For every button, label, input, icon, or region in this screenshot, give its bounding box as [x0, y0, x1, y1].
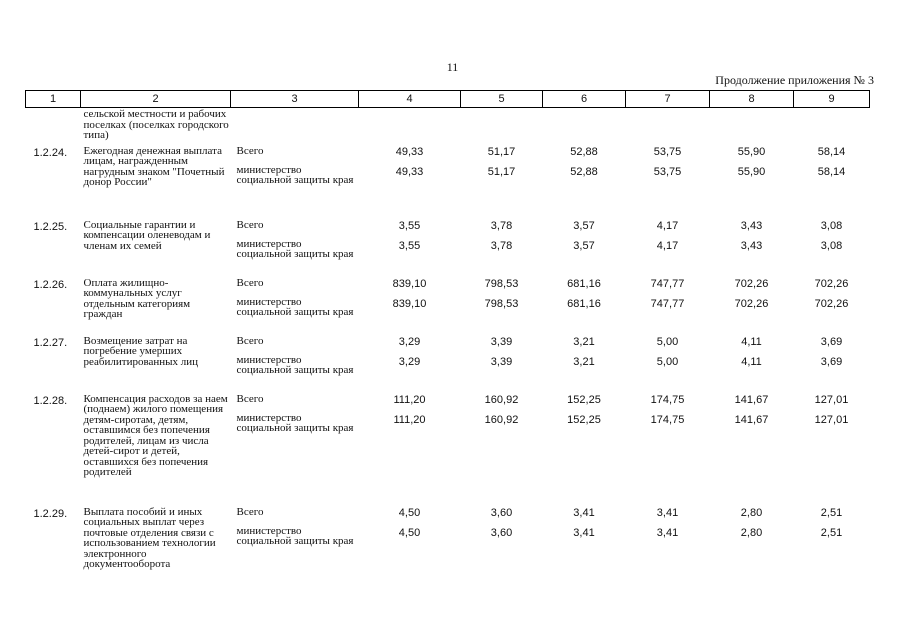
total-value: 702,26: [734, 277, 769, 290]
row-responsible: [231, 141, 359, 215]
total-value: 4,17: [656, 219, 679, 232]
total-value: 5,00: [656, 335, 679, 348]
row-code: 1.2.25.: [33, 220, 68, 233]
row-code: 1.2.26.: [33, 278, 68, 291]
value-cell: [710, 141, 794, 215]
value-cell: [461, 273, 543, 331]
organization-value: 3,55: [398, 239, 421, 252]
row-responsible: [231, 331, 359, 389]
organization-value: 2,51: [820, 526, 843, 539]
total-value: 3,08: [820, 219, 843, 232]
table-row: [26, 273, 870, 331]
total-value: 160,92: [484, 393, 519, 406]
row-code: 1.2.29.: [33, 507, 68, 520]
organization-value: 3,78: [490, 239, 513, 252]
total-value: 55,90: [737, 145, 766, 158]
total-value: 58,14: [817, 145, 846, 158]
column-header: 8: [710, 91, 794, 108]
row-code: 1.2.28.: [33, 394, 68, 407]
organization-value: 5,00: [656, 355, 679, 368]
organization-value: 3,57: [573, 239, 595, 252]
organization-value: 3,21: [573, 355, 595, 368]
organization-value: 51,17: [487, 165, 516, 178]
continued-text: сельской местности и рабочих поселках (поселках городского типа): [83, 108, 229, 141]
row-responsible: [231, 389, 359, 502]
organization-value: 111,20: [393, 413, 426, 426]
value-cell: [461, 502, 543, 582]
organization-value: 3,29: [398, 355, 421, 368]
value-cell: [626, 331, 710, 389]
total-value: 747,77: [650, 277, 685, 290]
value-cell: [543, 141, 626, 215]
value-cell: [794, 331, 870, 389]
row-code: 1.2.24.: [33, 146, 68, 159]
row-name: Возмещение затрат на погребение умерших реабилитированных лиц: [83, 334, 199, 368]
column-header: 5: [461, 91, 543, 108]
total-value: 681,16: [567, 277, 601, 290]
total-value: 3,21: [573, 335, 595, 348]
continuation-label: Продолжение приложения № 3: [715, 73, 874, 87]
organization-label: министерство социальной защиты края: [236, 295, 354, 318]
organization-value: 3,43: [740, 239, 763, 252]
value-cell: [710, 273, 794, 331]
organization-value: 49,33: [395, 165, 424, 178]
organization-value: 4,50: [398, 526, 421, 539]
value-cell: [543, 331, 626, 389]
value-cell: [543, 215, 626, 273]
continued-row: [26, 108, 870, 141]
organization-value: 4,17: [656, 239, 679, 252]
total-label: Всего: [236, 218, 264, 231]
organization-value: 798,53: [484, 297, 519, 310]
total-value: 3,60: [490, 506, 513, 519]
organization-value: 2,80: [740, 526, 763, 539]
total-value: 127,01: [814, 393, 849, 406]
value-cell: [626, 389, 710, 502]
table-header-row: [26, 91, 870, 108]
total-value: 53,75: [653, 145, 682, 158]
organization-value: 52,88: [570, 165, 598, 178]
value-cell: [794, 215, 870, 273]
value-cell: [794, 502, 870, 582]
row-name: Выплата пособий и иных социальных выплат через почтовые отделения связи с использованием технологии электронного документооборота: [83, 505, 216, 570]
organization-label: министерство социальной защиты края: [236, 237, 354, 260]
value-cell: [710, 215, 794, 273]
column-header: 9: [794, 91, 870, 108]
value-cell: [461, 389, 543, 502]
value-cell: [359, 273, 461, 331]
value-cell: [543, 273, 626, 331]
value-cell: [543, 389, 626, 502]
row-code: 1.2.27.: [33, 336, 68, 349]
table-row: [26, 215, 870, 273]
total-label: Всего: [236, 505, 264, 518]
total-value: 798,53: [484, 277, 519, 290]
total-value: 839,10: [392, 277, 427, 290]
row-responsible: [231, 215, 359, 273]
total-label: Всего: [236, 144, 264, 157]
total-value: 152,25: [567, 393, 601, 406]
value-cell: [626, 273, 710, 331]
organization-value: 58,14: [817, 165, 846, 178]
total-value: 3,78: [490, 219, 513, 232]
total-value: 3,57: [573, 219, 595, 232]
organization-value: 681,16: [567, 297, 601, 310]
total-value: 3,39: [490, 335, 513, 348]
total-value: 141,67: [734, 393, 769, 406]
organization-value: 141,67: [734, 413, 769, 426]
value-cell: [626, 502, 710, 582]
organization-label: министерство социальной защиты края: [236, 411, 354, 434]
organization-value: 3,39: [490, 355, 513, 368]
value-cell: [359, 389, 461, 502]
value-cell: [359, 331, 461, 389]
column-header: 6: [543, 91, 626, 108]
total-value: 49,33: [395, 145, 424, 158]
table-body: [26, 108, 870, 582]
row-name: Оплата жилищно-коммунальных услуг отдельным категориям граждан: [83, 276, 191, 320]
value-cell: [626, 215, 710, 273]
table-row: [26, 502, 870, 582]
total-value: 174,75: [650, 393, 685, 406]
total-value: 51,17: [487, 145, 516, 158]
column-header: 1: [26, 91, 81, 108]
table-row: [26, 141, 870, 215]
value-cell: [359, 141, 461, 215]
total-value: 702,26: [814, 277, 849, 290]
organization-value: 174,75: [650, 413, 685, 426]
column-header: 4: [359, 91, 461, 108]
row-responsible: [231, 273, 359, 331]
organization-value: 3,69: [820, 355, 843, 368]
organization-value: 127,01: [814, 413, 849, 426]
value-cell: [626, 141, 710, 215]
total-value: 111,20: [393, 393, 426, 406]
value-cell: [794, 273, 870, 331]
organization-value: 839,10: [392, 297, 427, 310]
total-label: Всего: [236, 334, 264, 347]
total-value: 3,41: [573, 506, 595, 519]
organization-value: 702,26: [734, 297, 769, 310]
total-value: 3,43: [740, 219, 763, 232]
organization-label: министерство социальной защиты края: [236, 163, 354, 186]
row-name: Компенсация расходов за наем (поднаем) жилого помещения детям-сиротам, детям, оставшимся без попечения родителей, лицам из числа детей-сирот и детей, оставшихся без попечения родителей: [83, 392, 228, 478]
table-row: [26, 389, 870, 502]
value-cell: [461, 215, 543, 273]
table-row: [26, 331, 870, 389]
value-cell: [710, 331, 794, 389]
column-header: 7: [626, 91, 710, 108]
organization-value: 3,41: [656, 526, 679, 539]
organization-value: 3,60: [490, 526, 513, 539]
value-cell: [543, 502, 626, 582]
total-value: 4,50: [398, 506, 421, 519]
total-value: 3,41: [656, 506, 679, 519]
total-label: Всего: [236, 276, 264, 289]
organization-label: министерство социальной защиты края: [236, 353, 354, 376]
value-cell: [359, 215, 461, 273]
column-header: 3: [231, 91, 359, 108]
organization-value: 55,90: [737, 165, 766, 178]
budget-table: [25, 90, 870, 582]
value-cell: [794, 389, 870, 502]
total-value: 4,11: [741, 335, 762, 348]
organization-value: 160,92: [484, 413, 519, 426]
total-value: 2,80: [740, 506, 763, 519]
organization-value: 3,41: [573, 526, 595, 539]
row-responsible: [231, 502, 359, 582]
total-value: 3,69: [820, 335, 843, 348]
row-name: Ежегодная денежная выплата лицам, награжденным нагрудным знаком "Почетный донор России": [83, 144, 225, 188]
organization-value: 702,26: [814, 297, 849, 310]
value-cell: [794, 141, 870, 215]
total-label: Всего: [236, 392, 264, 405]
value-cell: [461, 141, 543, 215]
page-number: 11: [446, 60, 459, 74]
total-value: 2,51: [820, 506, 843, 519]
organization-value: 53,75: [653, 165, 682, 178]
total-value: 3,29: [398, 335, 421, 348]
column-header: 2: [81, 91, 231, 108]
total-value: 3,55: [398, 219, 421, 232]
value-cell: [461, 331, 543, 389]
organization-value: 152,25: [567, 413, 601, 426]
total-value: 52,88: [570, 145, 598, 158]
row-name: Социальные гарантии и компенсации оленеводам и членам их семей: [83, 218, 211, 252]
organization-label: министерство социальной защиты края: [236, 524, 354, 547]
value-cell: [710, 502, 794, 582]
organization-value: 747,77: [650, 297, 685, 310]
value-cell: [710, 389, 794, 502]
organization-value: 4,11: [741, 355, 762, 368]
value-cell: [359, 502, 461, 582]
organization-value: 3,08: [820, 239, 843, 252]
